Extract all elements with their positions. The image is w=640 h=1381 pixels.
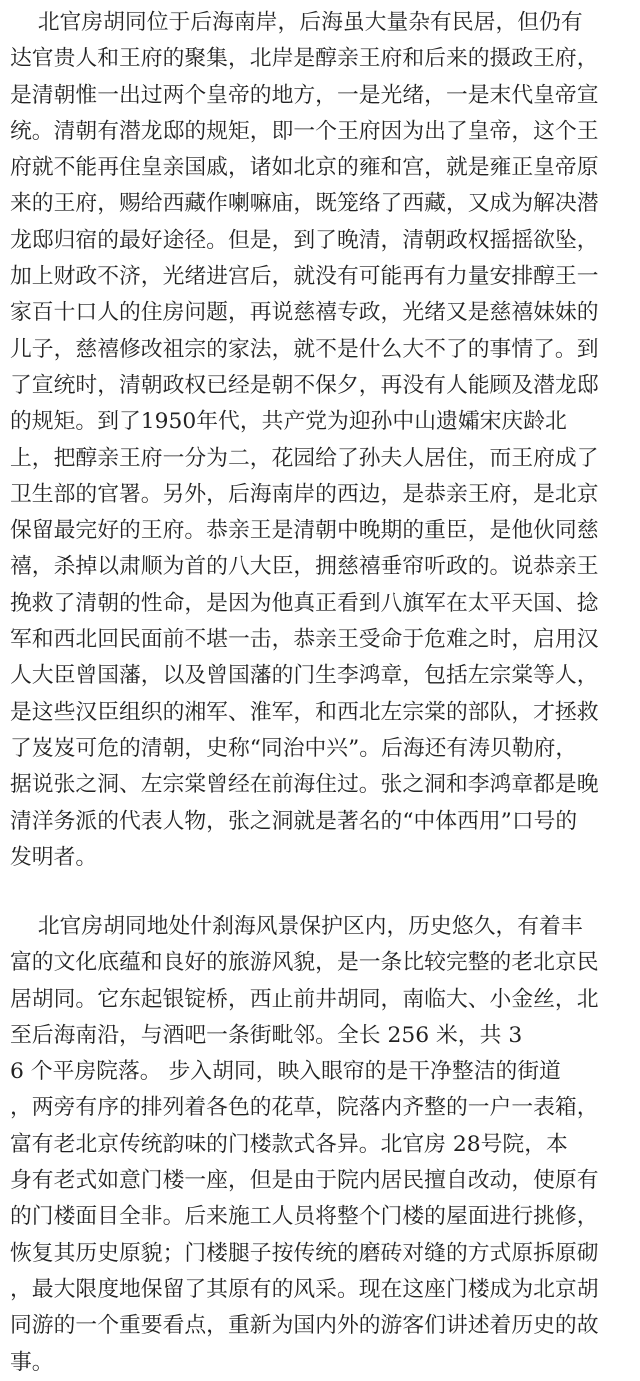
text-line: 加上财政不济，光绪进宫后，就没有可能再有力量安排醇王一: [10, 264, 599, 290]
text-line: ，最大限度地保留了其原有的风采。现在这座门楼成为北京胡: [10, 1276, 599, 1302]
text-line: 富的文化底蕴和良好的旅游风貌，是一条比较完整的老北京民: [10, 950, 599, 976]
text-line: 人大臣曾国藩，以及曾国藩的门生李鸿章，包括左宗棠等人，: [10, 663, 599, 689]
text-line: 6 个平房院落。 步入胡同，映入眼帘的是干净整洁的街道: [10, 1059, 561, 1085]
text-line: 统。清朝有潜龙邸的规矩，即一个王府因为出了皇帝，这个王: [10, 118, 599, 144]
text-line: 富有老北京传统韵味的门楼款式各异。北官房 28号院，本: [10, 1131, 568, 1157]
text-line: 了岌岌可危的清朝，史称“同治中兴”。后海还有涛贝勒府，: [10, 735, 578, 761]
text-line: 上，把醇亲王府一分为二，花园给了孙夫人居住，而王府成了: [10, 445, 599, 471]
text-line: 清洋务派的代表人物，张之洞就是著名的“中体西用”口号的: [10, 808, 578, 834]
text-line: 北官房胡同位于后海南岸，后海虽大量杂有民居，但仍有: [10, 10, 583, 35]
text-line: 事。: [10, 1349, 54, 1375]
text-line: 府就不能再住皇亲国戚，诸如北京的雍和宫，就是雍正皇帝原: [10, 155, 599, 181]
text-line: 家百十口人的住房问题，再说慈禧专政，光绪又是慈禧妹妹的: [10, 300, 599, 326]
text-line: 据说张之洞、左宗棠曾经在前海住过。张之洞和李鸿章都是晚: [10, 772, 599, 798]
text-line: 保留最完好的王府。恭亲王是清朝中晚期的重臣，是他伙同慈: [10, 518, 599, 544]
text-line: 身有老式如意门楼一座，但是由于院内居民擅自改动，使原有: [10, 1168, 599, 1194]
text-line: 的规矩。到了1950年代，共产党为迎孙中山遗孀宋庆龄北: [10, 409, 567, 435]
text-line: 居胡同。它东起银锭桥，西止前井胡同，南临大、小金丝，北: [10, 986, 599, 1012]
text-line: 军和西北回民面前不堪一击，恭亲王受命于危难之时，启用汉: [10, 627, 599, 653]
text-line: ，两旁有序的排列着各色的花草，院落内齐整的一户一表箱，: [10, 1095, 599, 1121]
paragraph-history: [10, 5, 599, 876]
text-line: 来的王府，赐给西藏作喇嘛庙，既笼络了西藏，又成为解决潜: [10, 191, 599, 217]
text-line: 恢复其历史原貌；门楼腿子按传统的磨砖对缝的方式原拆原砌: [10, 1240, 599, 1266]
text-line: 儿子，慈禧修改祖宗的家法，就不是什么大不了的事情了。到: [10, 336, 599, 362]
text-line: 的门楼面目全非。后来施工人员将整个门楼的屋面进行挑修，: [10, 1204, 599, 1230]
text-line: 挽救了清朝的性命，是因为他真正看到八旗军在太平天国、捻: [10, 590, 599, 616]
text-line: 同游的一个重要看点，重新为国内外的游客们讲述着历史的故: [10, 1313, 599, 1339]
text-line: 是清朝惟一出过两个皇帝的地方，一是光绪，一是末代皇帝宣: [10, 82, 599, 108]
text-line: 禧，杀掉以肃顺为首的八大臣，拥慈禧垂帘听政的。说恭亲王: [10, 554, 599, 580]
text-line: 卫生部的官署。另外，后海南岸的西边，是恭亲王府，是北京: [10, 481, 599, 507]
text-line: 北官房胡同地处什刹海风景保护区内，历史悠久，有着丰: [10, 914, 583, 939]
text-line: 了宣统时，清朝政权已经是朝不保夕，再没有人能顾及潜龙邸: [10, 372, 599, 398]
text-line: 达官贵人和王府的聚集，北岸是醇亲王府和后来的摄政王府，: [10, 46, 599, 72]
text-line: 是这些汉臣组织的湘军、淮军，和西北左宗棠的部队，才拯救: [10, 699, 599, 725]
text-line: 龙邸归宿的最好途径。但是，到了晚清，清朝政权摇摇欲坠，: [10, 227, 599, 253]
text-line: 至后海南沿，与酒吧一条街毗邻。全长 256 米，共 3: [10, 1022, 523, 1048]
paragraph-hutong-description: [10, 909, 599, 1381]
text-line: 发明者。: [10, 844, 98, 870]
